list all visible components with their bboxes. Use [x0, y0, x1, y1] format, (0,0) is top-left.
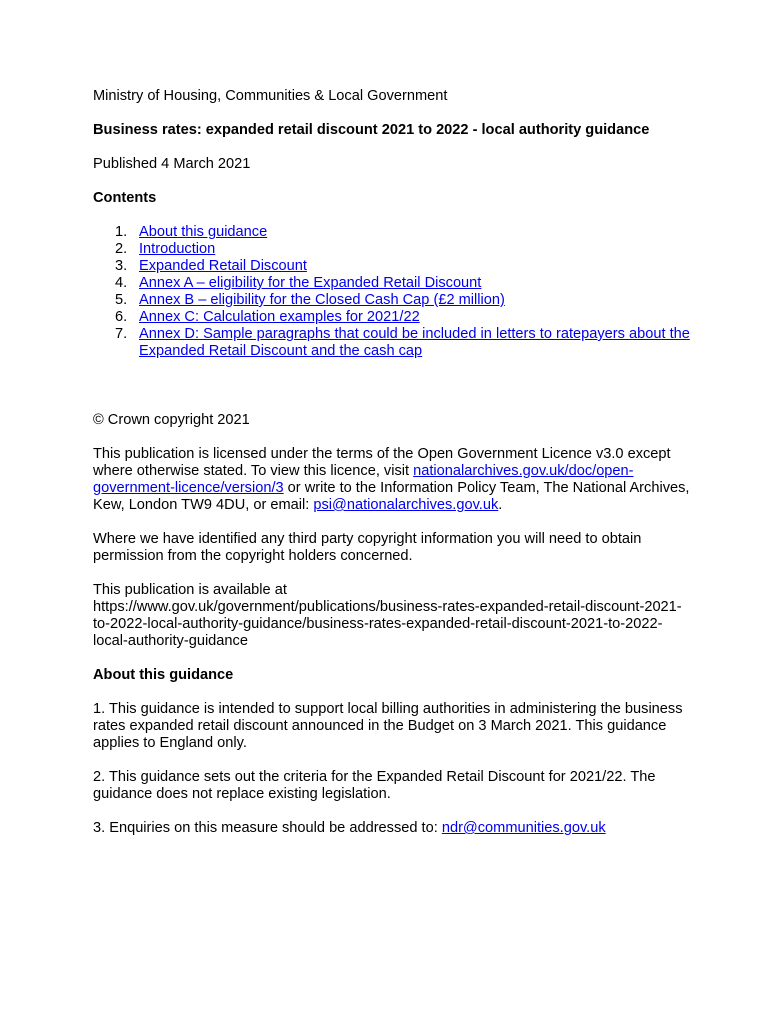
licence-text-continued: or write to the Information Policy Team, The National Archives, Kew, London TW9 4DU, or email:: [93, 480, 690, 513]
enquiries-text: 3. Enquiries on this measure should be addressed to:: [93, 820, 442, 836]
availability-paragraph: [93, 582, 693, 650]
ndr-email-link[interactable]: ndr@communities.gov.uk: [441, 820, 606, 836]
licence-text: This publication is licensed under the terms of the Open Government Licence v3.0 except where otherwise stated. To view this licence, visit: [93, 446, 671, 479]
toc-link-annex-d[interactable]: Annex D: Sample paragraphs that could be included in letters to ratepayers about the Expanded Retail Discount and the cash cap: [139, 326, 690, 359]
toc-link-expanded-retail-discount[interactable]: Expanded Retail Discount: [139, 258, 307, 274]
toc-link-introduction[interactable]: Introduction: [139, 241, 216, 257]
toc-item-number: 4.: [115, 275, 128, 291]
availability-intro: This publication is available at: [93, 582, 287, 598]
toc-item: [93, 309, 693, 326]
toc-link-annex-a[interactable]: Annex A – eligibility for the Expanded Retail Discount: [139, 275, 482, 291]
toc-item: [93, 241, 693, 258]
contents-heading: Contents: [93, 190, 157, 206]
document-title: Business rates: expanded retail discount 2021 to 2022 - local authority guidance: [93, 122, 650, 138]
toc-item-number: 2.: [115, 241, 128, 257]
table-of-contents: [93, 224, 693, 360]
toc-link-annex-c[interactable]: Annex C: Calculation examples for 2021/22: [139, 309, 420, 325]
third-party-notice: Where we have identified any third party copyright information you will need to obtain permission from the copyright holders concerned.: [93, 531, 642, 564]
licence-text-end: .: [498, 497, 503, 513]
section-spacer: [93, 360, 693, 412]
toc-link-about-this-guidance[interactable]: About this guidance: [139, 224, 268, 240]
document-page: [93, 88, 693, 854]
about-paragraph-1: 1. This guidance is intended to support local billing authorities in administering the business rates expanded retail discount announced in the Budget on 3 March 2021. This guidance applies to England only.: [93, 701, 683, 751]
toc-item-number: 3.: [115, 258, 128, 274]
toc-item: [93, 326, 693, 360]
psi-email-link[interactable]: psi@nationalarchives.gov.uk: [313, 497, 499, 513]
published-date: Published 4 March 2021: [93, 156, 251, 172]
crown-copyright: © Crown copyright 2021: [93, 412, 250, 428]
availability-url: https://www.gov.uk/government/publications/business-rates-expanded-retail-discount-2021-to-2022-local-authority-guidance/business-rates-expanded-retail-discount-2021-to-2022-local-authority-guidance: [93, 599, 682, 649]
toc-item: [93, 292, 693, 309]
department-name: Ministry of Housing, Communities & Local Government: [93, 88, 448, 104]
licence-link[interactable]: nationalarchives.gov.uk/doc/open-government-licence/version/3: [93, 463, 634, 496]
about-heading: About this guidance: [93, 667, 234, 683]
toc-link-annex-b[interactable]: Annex B – eligibility for the Closed Cash Cap (£2 million): [139, 292, 505, 308]
toc-item: [93, 224, 693, 241]
toc-item: [93, 258, 693, 275]
toc-item-number: 5.: [115, 292, 128, 308]
toc-item-number: 7.: [115, 326, 128, 342]
about-paragraph-3: [93, 820, 693, 837]
licence-paragraph: [93, 446, 693, 514]
toc-item: [93, 275, 693, 292]
toc-item-number: 6.: [115, 309, 128, 325]
toc-item-number: 1.: [115, 224, 128, 240]
about-paragraph-2: 2. This guidance sets out the criteria for the Expanded Retail Discount for 2021/22. The guidance does not replace existing legislation.: [93, 769, 656, 802]
